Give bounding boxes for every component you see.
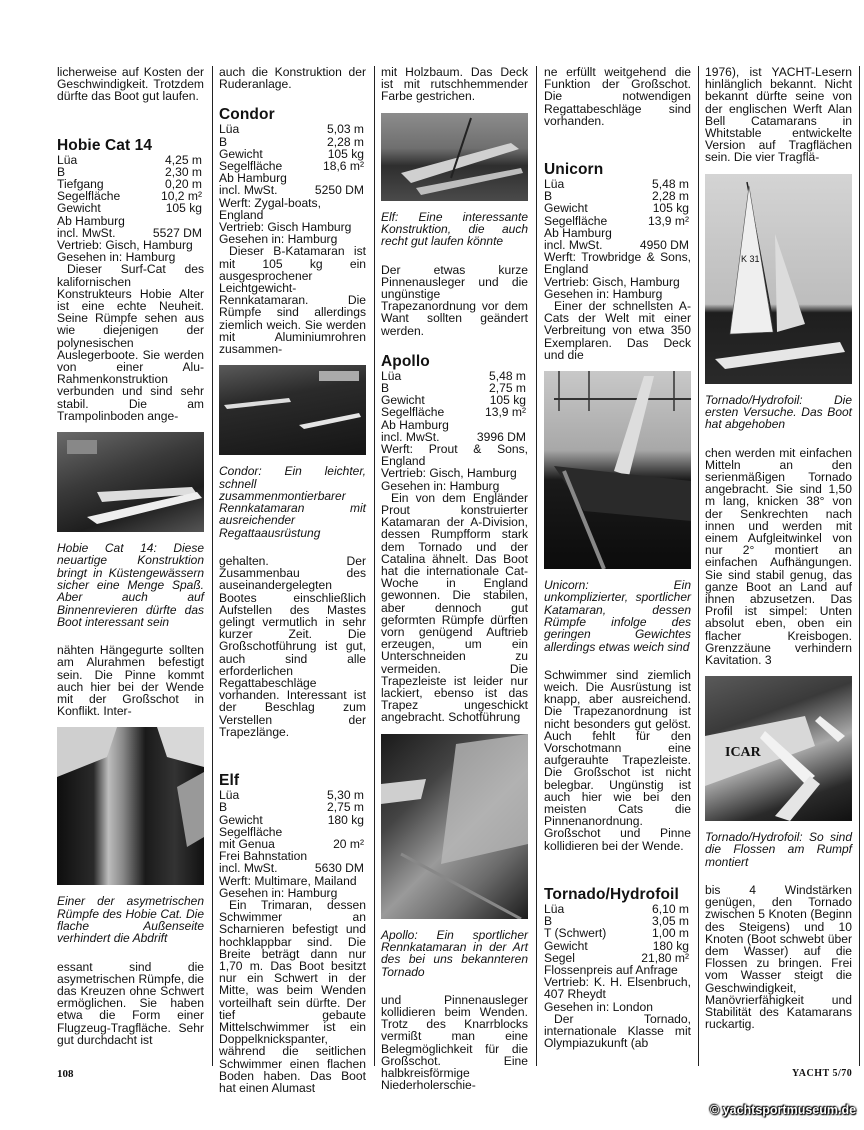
gesehen: Gesehen in: Hamburg: [381, 478, 500, 493]
werft: Werft: Multimare, Mailand: [219, 873, 357, 888]
gesehen: Gesehen in: Hamburg: [544, 286, 663, 301]
spec-table-tornado: Lüa 6,10 m B 3,05 m T (Schwert) 1,00 m Gewicht 180 kg Segel 21,80 m²: [544, 901, 689, 965]
body-text: nähten Hängegurte sollten am Alurahmen befestigt sein. Die Pinne kommt auch hier bei der Wende mit der Großschot in Konflikt. Inter-: [57, 643, 204, 719]
gesehen: Gesehen in: Hamburg: [57, 250, 176, 265]
vertrieb: Vertrieb: Gisch, Hamburg: [57, 238, 193, 253]
spec-table-unicorn: Lüa 5,48 m B 2,28 m Gewicht 105 kg Segelfläche 13,9 m² Ab Hamburg incl. MwSt. 4950 DM: [544, 177, 689, 253]
column-5: [705, 66, 852, 1031]
photo-caption: Elf: Eine interessante Konstruktion, die auch recht gut laufen könnte: [381, 209, 528, 249]
vertrieb: Vertrieb: K. H. Elsenbruch, 407 Rheydt: [544, 975, 691, 1002]
body-text: ne erfüllt weitgehend die Funktion der Großschot. Die notwendigen Regattabeschläge sind vorhanden.: [544, 65, 691, 128]
column-rule: [859, 66, 860, 1066]
heading-condor: Condor: [219, 106, 275, 124]
spec-table-condor: Lüa 5,03 m B 2,28 m Gewicht 105 kg Segelfläche 18,6 m² Ab Hamburg incl. MwSt. 5250 DM: [219, 122, 364, 198]
svg-text:K 31: K 31: [741, 253, 760, 264]
flossenpreis: Flossenpreis auf Anfrage: [544, 962, 678, 977]
heading-apollo: Apollo: [381, 352, 430, 370]
column-rule: [536, 66, 537, 1066]
photo-caption: Condor: Ein leichter, schnell zusammenmontierbarer Rennkatamaran mit ausreichender Regattaausrüstung: [219, 464, 366, 540]
body-text: Schwimmer sind ziemlich weich. Die Ausrüstung ist knapp, aber ausreichend. Die Trapezanordnung ist nicht besonders gut gelöst. Auch fehlt für den Vorschotmann eine aufgerauhte Trapezleiste. Die Großschot ist nicht belegbar. Ungünstig ist auch hier wie bei den meisten Cats die Pinnenanordnung. Großschot und Pinne kollidieren bei der Wende.: [544, 667, 691, 853]
gesehen: Gesehen in: Hamburg: [219, 885, 338, 900]
body-text: 1976), ist YACHT-Lesern hinlänglich bekannt. Nicht bekannt dürfte seine von der englischen Werft Alan Bell Catamarans in Whitstable entwickelte Version auf Tragflächen sein. Die vier Tragflä-: [705, 65, 852, 165]
column-rule: [698, 66, 699, 1066]
photo-caption: Einer der asymetrischen Rümpfe des Hobie Cat. Die flache Außenseite verhindert die Abdrift: [57, 894, 204, 946]
photo-elf: [381, 113, 528, 201]
werft: Werft: Prout & Sons, England: [381, 441, 528, 469]
spec-table-elf: Lüa 5,30 m B 2,75 m Gewicht 180 kg Segelfläche mit Genua 20 m² Frei Bahnstation incl. MwSt. 5630 DM: [219, 788, 364, 876]
heading-unicorn: Unicorn: [544, 161, 604, 179]
column-4: [544, 66, 691, 1049]
photo-caption: Tornado/Hydrofoil: So sind die Flossen am Rumpf montiert: [705, 830, 852, 869]
vertrieb: Vertrieb: Gisch, Hamburg: [381, 466, 517, 481]
vertrieb: Vertrieb: Gisch Hamburg: [219, 220, 352, 235]
column-3: [381, 66, 528, 1091]
spec-table-hobie: Lüa 4,25 m B 2,30 m Tiefgang 0,20 m Segelfläche 10,2 m² Gewicht 105 kg Ab Hamburg incl. MwSt. 5527 DM: [57, 152, 202, 240]
photo-tornado-foils: [705, 676, 852, 821]
heading-hobie-cat: Hobie Cat 14: [57, 136, 153, 154]
photo-tornado-sailing: [705, 174, 852, 384]
watermark: © yachtsportmuseum.de: [710, 1103, 857, 1117]
body-text: Der Tornado, internationale Klasse mit Olympiazukunft (ab: [544, 1011, 691, 1051]
body-text: gehalten. Der Zusammenbau des auseinandergelegten Bootes einschließlich Aufstellen des Mastes gelingt vermutlich in sehr kurzer Zeit. Die Großschotführung ist gut, auch sind alle erforderlichen Regattabeschläge vorhanden. Interessant ist der Beschlag zum Verstellen der Trapezlänge.: [219, 554, 366, 739]
heading-tornado-hydrofoil: Tornado/Hydrofoil: [544, 885, 679, 903]
photo-hobie-cat: [57, 432, 204, 532]
body-text: Ein Trimaran, dessen Schwimmer an Scharnieren befestigt und hochklappbar sind. Die Breite beträgt dann nur 1,70 m. Das Boot besitzt nur ein Schwert in der Mitte, was beim Wenden vorteilhaft sein dürfte. Der tief gebaute Mittelschwimmer ist ein Doppelknickspanter, während die seitlichen Schwimmer einen flachen Boden haben. Das Boot hat einen Alumast: [219, 897, 366, 1095]
column-rule: [374, 66, 375, 1066]
photo-unicorn: [544, 371, 691, 569]
photo-apollo: [381, 734, 528, 919]
body-text: Der etwas kurze Pinnenausleger und die ungünstige Trapezanordnung vor dem Want sollten geändert werden.: [381, 262, 528, 338]
photo-caption: Hobie Cat 14: Diese neuartige Konstruktion bringt in Küstengewässern sicher eine Menge Spaß. Aber auch auf Binnenrevieren dürfte das Boot interessant sein: [57, 541, 204, 629]
column-rule: [212, 66, 213, 1066]
body-text: auch die Konstruktion der Ruderanlage.: [219, 65, 366, 92]
column-1: [57, 66, 204, 1046]
body-text: essant sind die asymetrischen Rümpfe, die das Kreuzen ohne Schwert ermöglichen. Sie haben etwa die Form einer Flugzeug-Tragfläche. Sehr gut durchdacht ist: [57, 959, 204, 1047]
heading-elf: Elf: [219, 772, 240, 790]
werft: Werft: Zygal-boats, England: [219, 195, 321, 222]
body-text: Einer der schnellsten A-Cats der Welt mit einer Verbreitung von etwa 350 Exemplaren. Das Deck und die: [544, 299, 691, 362]
svg-text:ICAR: ICAR: [725, 745, 761, 761]
page-number: 108: [57, 1068, 74, 1080]
photo-caption: Unicorn: Ein unkomplizierter, sportlicher Katamaran, dessen Rümpfe infolge des geringen Gewichtes allerdings etwas weich sind: [544, 578, 691, 654]
body-text: Dieser B-Katamaran ist mit 105 kg ein ausgesprochener Leichtgewicht-Rennkatamaran. Die Rümpfe sind allerdings ziemlich weich. Sie werden mit Aluminiumrohren zusammen-: [219, 244, 366, 357]
body-text: bis 4 Windstärken genügen, den Tornado zwischen 5 Knoten (Beginn des Steigens) und 10 Knoten (Boot schwebt über dem Wasser) auf die Flossen zu bringen. Frei vom Wasser steigt die Geschwindigkeit, Manövrierfähigkeit und Stabilität des Katamarans ruckartig.: [705, 883, 852, 1032]
body-text: und Pinnenausleger kollidieren beim Wenden. Trotz des Knarrblocks vermißt man eine Belegmöglichkeit für die Großschot. Eine halbkreisförmige Niederholerschie-: [381, 992, 528, 1093]
photo-caption: Tornado/Hydrofoil: Die ersten Versuche. Das Boot hat abgehoben: [705, 392, 852, 432]
gesehen: Gesehen in: London: [544, 999, 653, 1014]
werft: Werft: Trowbridge & Sons, England: [544, 250, 691, 277]
gesehen: Gesehen in: Hamburg: [219, 232, 338, 247]
photo-hobie-hull: [57, 727, 204, 885]
body-text: Ein von dem Engländer Prout konstruierter Katamaran der A-Division, dessen Rumpfform stark dem Tornado und der Catalina ähnelt. Das Boot hat die internationale Cat-Woche in England gewonnen. Die stabilen, aber dennoch gut geformten Rümpfe dürften vorn genügend Auftrieb erzeugen, um ein Unterschneiden zu vermeiden. Die Trapezleiste ist leider nur lackiert, ebenso ist das Trapez ungeschickt angebracht. Schotführung: [381, 490, 528, 725]
vertrieb: Vertrieb: Gisch, Hamburg: [544, 274, 680, 289]
body-text: Dieser Surf-Cat des kalifornischen Konstrukteurs Hobie Alter ist eine echte Neuheit. Seine Rümpfe sehen aus wie diejenigen der polynesischen Auslegerboote. Sie werden von einer Alu-Rahmenkonstruktion verbunden und sind sehr stabil. Die am Trampolinboden ange-: [57, 262, 204, 423]
body-text: mit Holzbaum. Das Deck ist mit rutschhemmender Farbe gestrichen.: [381, 65, 528, 104]
body-text: chen werden mit einfachen Mitteln an den serienmäßigen Tornado angebracht. Sie sind 1,50 m lang, knicken 38° von der Senkrechten nach innen und werden mit einem Aufgleitwinkel von nur 2° montiert an einfachen Aufhängungen. Sie sind stabil genug, das ganze Boot an Land auf ihnen abzusetzen. Das Profil ist simpel: Unten absolut eben, oben ein flacher Kreisbogen. Grenzzäune verhindern Kavitation. 3: [705, 445, 852, 667]
body-text: licherweise auf Kosten der Geschwindigkeit. Trotzdem dürfte das Boot gut laufen.: [57, 65, 204, 104]
photo-condor: [219, 365, 366, 455]
spec-table-apollo: Lüa 5,48 m B 2,75 m Gewicht 105 kg Segelfläche 13,9 m² Ab Hamburg incl. MwSt. 3996 DM: [381, 368, 526, 444]
magazine-issue: YACHT 5/70: [792, 1068, 853, 1079]
column-2: [219, 66, 366, 1094]
photo-caption: Apollo: Ein sportlicher Rennkatamaran in der Art des bei uns bekannteren Tornado: [381, 927, 528, 979]
